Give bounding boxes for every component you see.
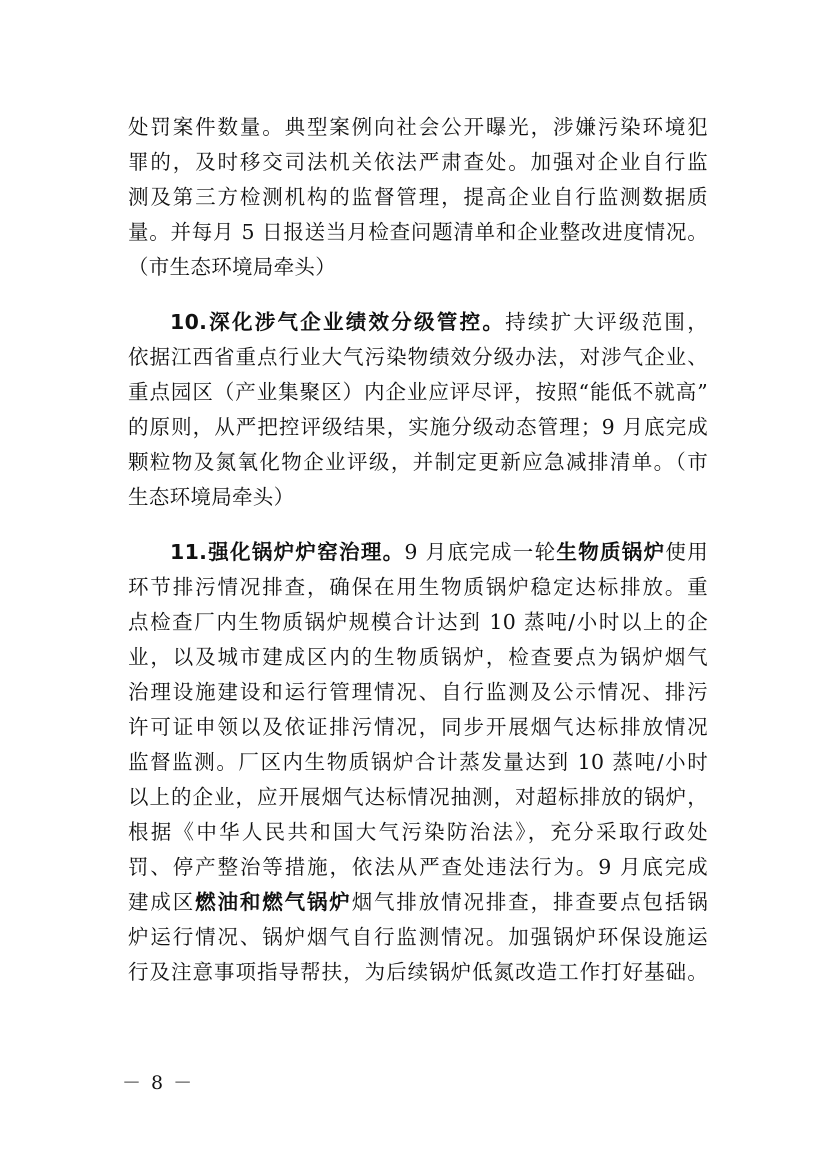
text-line: 监督监测。厂区内生物质锅炉合计蒸发量达到 10 蒸吨/小时 [128,750,708,774]
text-line: 治理设施建设和运行管理情况、自行监测及公示情况、排污 [128,680,708,704]
text-line: 业，以及城市建成区内的生物质锅炉，检查要点为锅炉烟气 [128,645,708,669]
text-line-with-bold [128,887,708,917]
section-10-heading: 10.深化涉气企业绩效分级管控。 [170,310,506,334]
section-10-first-line [170,307,708,337]
text-line: 罚、停产整治等措施，依法从严查处违法行为。9 月底完成 [128,855,708,879]
text-line: 行及注意事项指导帮扶，为后续锅炉低氮改造工作打好基础。 [128,960,708,984]
section-11-first-line-mid: 9 月底完成一轮 [404,540,557,564]
text-line: 颗粒物及氮氧化物企业评级，并制定更新应急减排清单。（市 [128,450,708,474]
page-number: － 8 － [122,1072,195,1094]
text-line: 罪的，及时移交司法机关依法严肃查处。加强对企业自行监 [128,150,708,174]
text-line: 重点园区（产业集聚区）内企业应评尽评，按照“能低不就高” [128,380,708,404]
text-post-bold: 烟气排放情况排查，排查要点包括锅 [351,890,708,914]
section-10-first-line-text: 持续扩大评级范围， [505,310,708,334]
text-line: 依据江西省重点行业大气污染物绩效分级办法，对涉气企业、 [128,345,708,369]
text-line: 量。并每月 5 日报送当月检查问题清单和企业整改进度情况。 [128,220,708,244]
text-pre-bold: 建成区 [128,890,196,914]
text-line: 点检查厂内生物质锅炉规模合计达到 10 蒸吨/小时以上的企 [128,610,708,634]
text-line: 以上的企业，应开展烟气达标情况抽测，对超标排放的锅炉， [128,785,708,809]
text-line: 的原则，从严把控评级结果，实施分级动态管理；9 月底完成 [128,415,708,439]
text-line: 环节排污情况排查，确保在用生物质锅炉稳定达标排放。重 [128,575,708,599]
section-11-first-line [170,537,708,567]
text-bold-phrase: 燃油和燃气锅炉 [195,890,352,914]
text-line: 炉运行情况、锅炉烟气自行监测情况。加强锅炉环保设施运 [128,925,708,949]
section-11-first-line-end: 使用 [665,540,708,564]
section-11-heading: 11.强化锅炉炉窑治理。 [170,540,405,564]
text-line: 测及第三方检测机构的监督管理，提高企业自行监测数据质 [128,185,708,209]
text-line: 根据《中华人民共和国大气污染防治法》，充分采取行政处 [128,820,708,844]
text-line: （市生态环境局牵头） [128,255,336,279]
text-line: 生态环境局牵头） [128,485,295,509]
text-line: 处罚案件数量。典型案例向社会公开曝光，涉嫌污染环境犯 [128,115,708,139]
text-line: 许可证申领以及依证排污情况，同步开展烟气达标排放情况 [128,715,708,739]
section-11-first-line-bold: 生物质锅炉 [556,540,666,564]
